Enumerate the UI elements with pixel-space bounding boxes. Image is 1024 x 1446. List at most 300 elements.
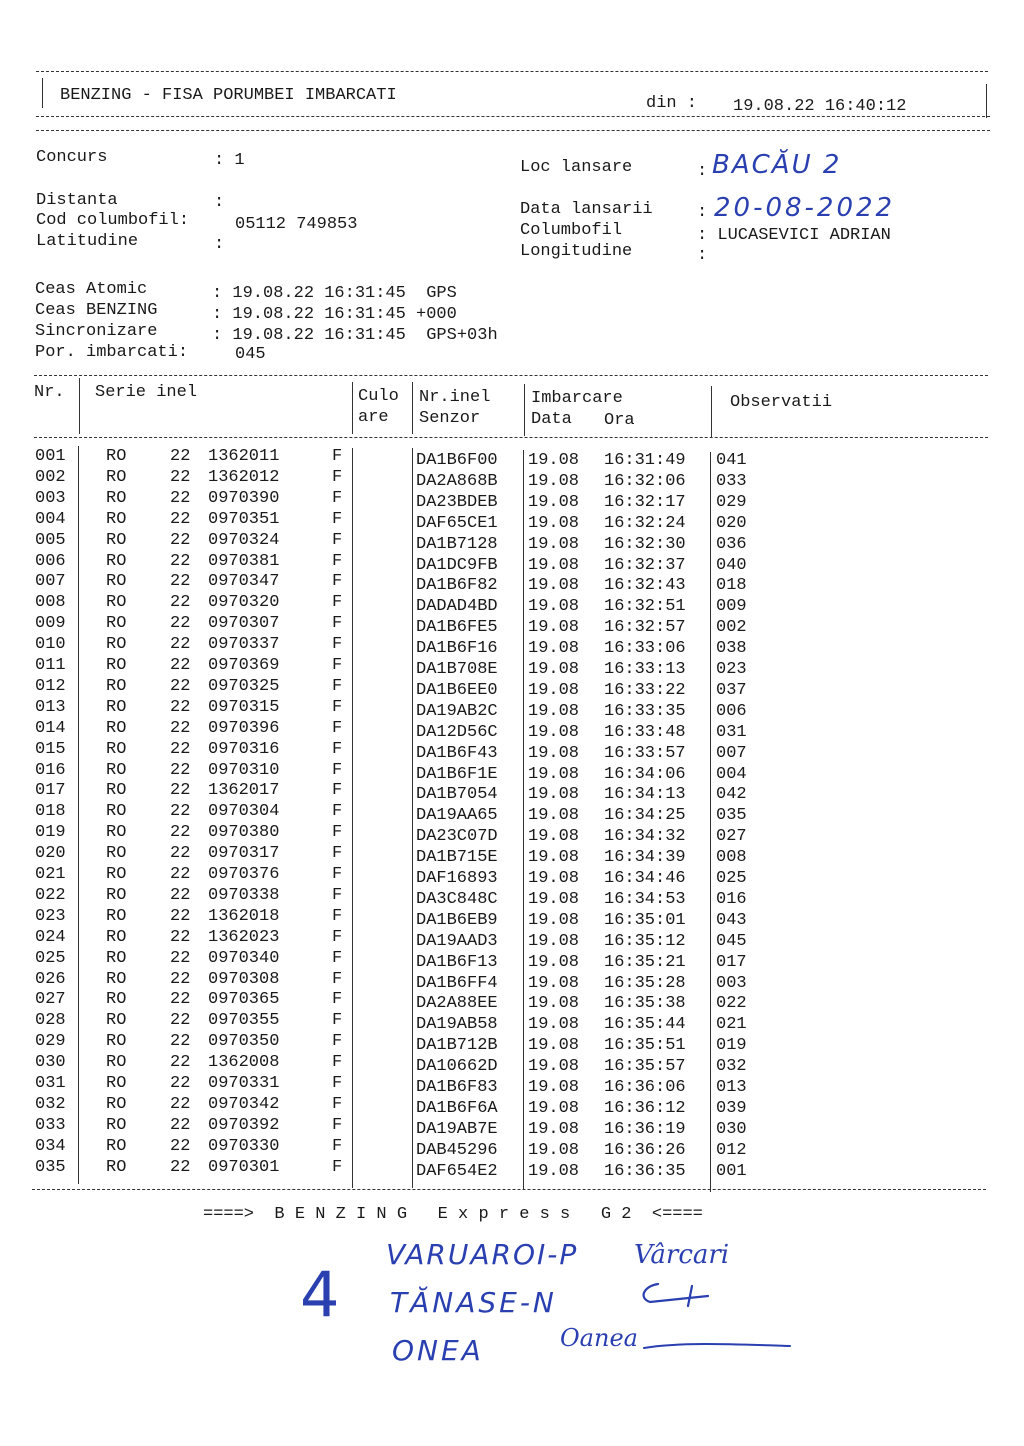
table-bottom-border [32, 1189, 986, 1190]
table-row [0, 571, 1024, 596]
cell-an: 22 [170, 1094, 191, 1114]
cell-senzor: DA10662D [416, 1057, 498, 1077]
cell-an: 22 [170, 614, 191, 634]
cell-senzor: DAF65CE1 [416, 513, 498, 533]
latitudine-label: Latitudine [36, 232, 139, 251]
table-row [0, 697, 1024, 721]
cell-ora: 16:34:32 [604, 827, 686, 847]
cell-ora: 16:32:24 [604, 513, 686, 533]
col-ora-header: Ora [604, 411, 635, 430]
cell-data: 19.08 [528, 513, 580, 533]
cell-tara: RO [106, 572, 127, 592]
cell-sex: F [332, 1074, 343, 1093]
cell-observatii: 029 [716, 492, 747, 512]
cell-nr: 022 [35, 885, 66, 905]
table-row [0, 1031, 1024, 1056]
cell-senzor: DA1DC9FB [416, 555, 498, 575]
cell-an: 22 [170, 676, 191, 696]
cell-tara: RO [106, 760, 127, 780]
cell-tara: RO [106, 467, 127, 487]
cell-data: 19.08 [528, 785, 580, 805]
cell-data: 19.08 [528, 743, 580, 763]
cell-observatii: 027 [716, 827, 747, 847]
cell-inel: 0970304 [208, 802, 280, 822]
cell-ora: 16:33:06 [604, 639, 686, 659]
cell-tara: RO [106, 488, 127, 508]
cell-observatii: 007 [716, 743, 747, 763]
cell-observatii: 040 [716, 555, 747, 575]
header-print-datetime: 19.08.22 16:40:12 [733, 97, 907, 116]
cell-an: 22 [170, 865, 191, 884]
cell-inel: 0970351 [208, 509, 280, 529]
cell-sex: F [332, 488, 343, 508]
cell-sex: F [332, 447, 343, 466]
table-row [0, 948, 1024, 972]
cell-an: 22 [170, 948, 191, 968]
cell-nr: 023 [35, 906, 66, 926]
table-top-border [34, 375, 988, 376]
table-row [0, 488, 1024, 512]
cell-data: 19.08 [528, 1161, 580, 1181]
cell-inel: 0970365 [208, 990, 280, 1010]
cell-nr: 013 [35, 697, 66, 717]
cell-ora: 16:33:48 [604, 722, 686, 742]
cell-observatii: 043 [716, 910, 747, 930]
cell-data: 19.08 [528, 1119, 580, 1139]
cell-nr: 012 [35, 676, 66, 696]
cell-ora: 16:34:06 [604, 764, 686, 784]
cell-inel: 0970337 [208, 635, 280, 655]
cell-observatii: 025 [716, 869, 747, 888]
cell-an: 22 [170, 760, 191, 780]
cell-senzor: DA2A88EE [416, 994, 498, 1014]
cell-observatii: 042 [716, 785, 747, 805]
cell-observatii: 037 [716, 680, 747, 700]
cell-tara: RO [106, 990, 127, 1010]
data-lansarii-label: Data lansarii [520, 200, 653, 219]
table-row [0, 801, 1024, 826]
handwritten-name-2: TĂNASE-N [390, 1286, 557, 1319]
cell-inel: 0970338 [208, 885, 280, 905]
cell-senzor: DA2A868B [416, 471, 498, 491]
cell-nr: 002 [35, 467, 66, 487]
cell-inel: 0970392 [208, 1115, 280, 1135]
col-culoare-header-2: are [358, 408, 389, 427]
cell-nr: 034 [35, 1136, 66, 1156]
cell-data: 19.08 [528, 764, 580, 784]
cell-inel: 0970315 [208, 697, 280, 717]
handwritten-name-3: ONEA [392, 1334, 484, 1367]
cell-inel: 0970381 [208, 551, 280, 571]
cell-inel: 0970342 [208, 1094, 280, 1114]
cell-ora: 16:36:35 [604, 1161, 686, 1181]
cell-ora: 16:35:38 [604, 994, 686, 1014]
cell-observatii: 020 [716, 513, 747, 533]
table-row [0, 613, 1024, 638]
cell-inel: 0970317 [208, 844, 280, 864]
cell-ora: 16:32:51 [604, 597, 686, 617]
cell-nr: 033 [35, 1115, 66, 1135]
cell-tara: RO [106, 739, 127, 759]
cell-inel: 0970301 [208, 1157, 280, 1177]
col-nrinel-header-1: Nr.inel [419, 388, 491, 407]
cell-tara: RO [106, 969, 127, 989]
cell-data: 19.08 [528, 555, 580, 575]
cell-inel: 1362018 [208, 906, 280, 926]
longitudine-value: : [697, 246, 708, 265]
cell-senzor: DA1B7054 [416, 785, 498, 805]
table-row [0, 885, 1024, 909]
cell-an: 22 [170, 927, 191, 947]
loc-lansare-handwritten: BACĂU 2 [712, 150, 842, 180]
table-row [0, 1010, 1024, 1035]
col-imbarcare-header: Imbarcare [531, 389, 623, 408]
distanta-label: Distanta [36, 191, 118, 210]
cell-an: 22 [170, 990, 191, 1010]
cell-nr: 007 [35, 572, 66, 592]
cell-senzor: DA3C848C [416, 889, 498, 909]
cell-data: 19.08 [528, 973, 580, 993]
cell-data: 19.08 [528, 1140, 580, 1160]
data-lansarii-colon: : [697, 203, 708, 222]
table-row [0, 1094, 1024, 1118]
cell-an: 22 [170, 1136, 191, 1156]
cell-sex: F [332, 593, 343, 613]
cell-observatii: 031 [716, 722, 747, 742]
col-divider-header-4 [524, 384, 525, 436]
cell-inel: 0970331 [208, 1074, 280, 1093]
cell-an: 22 [170, 656, 191, 675]
cell-tara: RO [106, 718, 127, 738]
cell-data: 19.08 [528, 576, 580, 596]
latitudine-value: : [214, 235, 225, 254]
cell-nr: 029 [35, 1032, 66, 1052]
header-bottom-border [36, 116, 990, 117]
table-row [0, 551, 1024, 575]
cell-data: 19.08 [528, 597, 580, 617]
cell-tara: RO [106, 614, 127, 634]
cell-ora: 16:34:46 [604, 869, 686, 888]
cell-inel: 0970396 [208, 718, 280, 738]
cell-ora: 16:35:51 [604, 1036, 686, 1056]
cell-sex: F [332, 802, 343, 822]
cell-inel: 0970308 [208, 969, 280, 989]
cell-ora: 16:35:21 [604, 952, 686, 972]
cell-an: 22 [170, 844, 191, 864]
porumbei-imbarcati-value: 045 [235, 345, 266, 364]
sincronizare-value: : 19.08.22 16:31:45 GPS+03h [212, 326, 498, 345]
cell-sex: F [332, 1136, 343, 1156]
cell-tara: RO [106, 635, 127, 655]
cell-inel: 1362017 [208, 781, 280, 801]
table-row [0, 718, 1024, 742]
cell-tara: RO [106, 844, 127, 864]
cell-inel: 0970380 [208, 823, 280, 843]
handwritten-signature-3-stroke [640, 1336, 800, 1360]
cell-inel: 0970310 [208, 760, 280, 780]
cell-an: 22 [170, 530, 191, 550]
cell-sex: F [332, 1032, 343, 1052]
cell-tara: RO [106, 1053, 127, 1073]
cell-data: 19.08 [528, 701, 580, 721]
cell-observatii: 016 [716, 889, 747, 909]
cell-sex: F [332, 990, 343, 1010]
table-row [0, 906, 1024, 930]
cell-an: 22 [170, 1115, 191, 1135]
cell-observatii: 038 [716, 639, 747, 659]
cell-ora: 16:31:49 [604, 451, 686, 470]
header-left-border [42, 78, 43, 108]
cell-sex: F [332, 530, 343, 550]
data-lansarii-handwritten: 20-08-2022 [714, 193, 896, 223]
cell-nr: 018 [35, 802, 66, 822]
cell-observatii: 006 [716, 701, 747, 721]
cell-inel: 0970325 [208, 676, 280, 696]
cell-an: 22 [170, 697, 191, 717]
cell-ora: 16:36:12 [604, 1098, 686, 1118]
cell-inel: 0970369 [208, 656, 280, 675]
cell-senzor: DA1B6EB9 [416, 910, 498, 930]
cell-senzor: DA23BDEB [416, 492, 498, 512]
cell-sex: F [332, 572, 343, 592]
cell-tara: RO [106, 676, 127, 696]
cell-data: 19.08 [528, 994, 580, 1014]
table-row [0, 864, 1024, 888]
concurs-value: : 1 [214, 151, 245, 170]
cell-inel: 0970350 [208, 1032, 280, 1052]
table-row [0, 927, 1024, 951]
cell-sex: F [332, 885, 343, 905]
handwritten-count: 4 [300, 1258, 340, 1331]
cell-data: 19.08 [528, 618, 580, 638]
handwritten-signature-3: Oanea [560, 1324, 638, 1352]
cell-senzor: DA19AB7E [416, 1119, 498, 1139]
table-row [0, 676, 1024, 700]
table-row [0, 1115, 1024, 1139]
col-divider-header-3 [412, 382, 413, 434]
concurs-label: Concurs [36, 148, 108, 167]
header-din-label: din : [646, 94, 698, 113]
cell-data: 19.08 [528, 534, 580, 554]
cell-an: 22 [170, 1074, 191, 1093]
columbofil-label: Columbofil [520, 221, 623, 240]
cell-sex: F [332, 781, 343, 801]
cell-nr: 015 [35, 739, 66, 759]
cell-senzor: DA1B6FE5 [416, 618, 498, 638]
cell-ora: 16:35:57 [604, 1057, 686, 1077]
cell-data: 19.08 [528, 848, 580, 868]
cell-tara: RO [106, 697, 127, 717]
cell-senzor: DA1B6F83 [416, 1078, 498, 1097]
cell-an: 22 [170, 1032, 191, 1052]
cell-an: 22 [170, 467, 191, 487]
cell-sex: F [332, 614, 343, 634]
cell-tara: RO [106, 865, 127, 884]
cell-data: 19.08 [528, 492, 580, 512]
cell-ora: 16:33:22 [604, 680, 686, 700]
cell-tara: RO [106, 656, 127, 675]
col-divider-header-1 [79, 378, 80, 434]
cell-sex: F [332, 969, 343, 989]
cell-tara: RO [106, 781, 127, 801]
cell-observatii: 018 [716, 576, 747, 596]
cell-inel: 0970347 [208, 572, 280, 592]
cell-data: 19.08 [528, 639, 580, 659]
cell-observatii: 023 [716, 660, 747, 679]
handwritten-signature-1: Vârcari [634, 1240, 730, 1270]
table-header-bottom-border [34, 437, 988, 438]
table-row [0, 1052, 1024, 1077]
cell-tara: RO [106, 1094, 127, 1114]
cell-sex: F [332, 1053, 343, 1073]
cell-an: 22 [170, 718, 191, 738]
col-nr-header: Nr. [34, 383, 65, 402]
cell-nr: 021 [35, 865, 66, 884]
table-row [0, 760, 1024, 784]
cell-senzor: DA1B712B [416, 1036, 498, 1056]
cell-nr: 020 [35, 844, 66, 864]
cell-ora: 16:32:06 [604, 471, 686, 491]
col-observatii-header: Observatii [730, 393, 833, 412]
cell-observatii: 021 [716, 1015, 747, 1035]
ceas-atomic-value: : 19.08.22 16:31:45 GPS [212, 284, 457, 303]
cell-data: 19.08 [528, 660, 580, 679]
cell-data: 19.08 [528, 1057, 580, 1077]
cell-nr: 004 [35, 509, 66, 529]
cell-inel: 0970376 [208, 865, 280, 884]
cell-tara: RO [106, 802, 127, 822]
cell-senzor: DA1B6EE0 [416, 680, 498, 700]
cell-tara: RO [106, 927, 127, 947]
cell-sex: F [332, 635, 343, 655]
cell-an: 22 [170, 1157, 191, 1177]
cell-observatii: 045 [716, 931, 747, 951]
cell-ora: 16:33:35 [604, 701, 686, 721]
cell-tara: RO [106, 885, 127, 905]
cod-columbofil-value: 05112 749853 [235, 215, 358, 234]
cell-senzor: DA1B6F16 [416, 639, 498, 659]
cell-data: 19.08 [528, 1015, 580, 1035]
cell-data: 19.08 [528, 869, 580, 888]
cell-inel: 0970340 [208, 948, 280, 968]
cell-inel: 0970324 [208, 530, 280, 550]
cell-nr: 001 [35, 447, 66, 466]
cell-sex: F [332, 1157, 343, 1177]
cell-ora: 16:35:12 [604, 931, 686, 951]
cell-tara: RO [106, 509, 127, 529]
cell-senzor: DA19AB58 [416, 1015, 498, 1035]
cell-ora: 16:36:19 [604, 1119, 686, 1139]
cell-an: 22 [170, 885, 191, 905]
cell-observatii: 013 [716, 1078, 747, 1097]
table-row [0, 1136, 1024, 1160]
cell-an: 22 [170, 823, 191, 843]
cell-data: 19.08 [528, 806, 580, 826]
header-top-border [36, 71, 988, 72]
col-nrinel-header-2: Senzor [419, 409, 481, 428]
cell-tara: RO [106, 530, 127, 550]
cell-sex: F [332, 948, 343, 968]
cell-ora: 16:33:57 [604, 743, 686, 763]
cell-sex: F [332, 1094, 343, 1114]
cell-observatii: 030 [716, 1119, 747, 1139]
cell-senzor: DADAD4BD [416, 597, 498, 617]
ceas-benzing-value: : 19.08.22 16:31:45 +000 [212, 305, 457, 324]
cell-data: 19.08 [528, 827, 580, 847]
col-culoare-header-1: Culo [358, 387, 399, 406]
cell-sex: F [332, 697, 343, 717]
cell-inel: 0970355 [208, 1011, 280, 1031]
cell-senzor: DA1B7128 [416, 534, 498, 554]
cell-nr: 035 [35, 1157, 66, 1177]
cell-senzor: DA12D56C [416, 722, 498, 742]
cell-data: 19.08 [528, 451, 580, 470]
cell-nr: 016 [35, 760, 66, 780]
cell-an: 22 [170, 781, 191, 801]
cell-sex: F [332, 1011, 343, 1031]
cell-inel: 1362023 [208, 927, 280, 947]
cell-observatii: 008 [716, 848, 747, 868]
table-row [0, 592, 1024, 617]
cell-ora: 16:32:17 [604, 492, 686, 512]
cell-tara: RO [106, 1115, 127, 1135]
cell-senzor: DA1B6F00 [416, 451, 498, 470]
table-row [0, 655, 1024, 679]
cell-ora: 16:36:06 [604, 1078, 686, 1097]
cell-observatii: 036 [716, 534, 747, 554]
cell-sex: F [332, 656, 343, 675]
cell-inel: 1362011 [208, 447, 280, 466]
loc-lansare-label: Loc lansare [520, 158, 633, 177]
cell-inel: 0970330 [208, 1136, 280, 1156]
cell-sex: F [332, 906, 343, 926]
cell-an: 22 [170, 802, 191, 822]
cell-tara: RO [106, 1074, 127, 1093]
cell-an: 22 [170, 509, 191, 529]
cell-ora: 16:32:30 [604, 534, 686, 554]
cell-data: 19.08 [528, 1036, 580, 1056]
cell-senzor: DA23C07D [416, 827, 498, 847]
cell-tara: RO [106, 593, 127, 613]
cell-senzor: DA1B6F43 [416, 743, 498, 763]
handwritten-signature-2 [630, 1276, 720, 1316]
col-data-header: Data [531, 410, 572, 429]
cell-data: 19.08 [528, 931, 580, 951]
cell-data: 19.08 [528, 910, 580, 930]
cell-sex: F [332, 844, 343, 864]
cell-senzor: DA1B715E [416, 848, 498, 868]
cell-senzor: DA1B6FF4 [416, 973, 498, 993]
cell-senzor: DAF16893 [416, 869, 498, 888]
header-right-border [986, 84, 987, 118]
cell-observatii: 004 [716, 764, 747, 784]
cell-nr: 019 [35, 823, 66, 843]
cell-senzor: DA1B6F6A [416, 1098, 498, 1118]
ceas-atomic-label: Ceas Atomic [35, 280, 148, 299]
cell-nr: 010 [35, 635, 66, 655]
cell-data: 19.08 [528, 1098, 580, 1118]
cell-an: 22 [170, 969, 191, 989]
cell-observatii: 019 [716, 1036, 747, 1056]
cell-ora: 16:34:53 [604, 889, 686, 909]
handwritten-name-1: VARUAROI-P [386, 1238, 579, 1271]
table-row [0, 634, 1024, 659]
table-row [0, 509, 1024, 533]
table-row [0, 989, 1024, 1014]
cell-tara: RO [106, 1136, 127, 1156]
cell-nr: 032 [35, 1094, 66, 1114]
columbofil-value: : LUCASEVICI ADRIAN [697, 226, 891, 245]
